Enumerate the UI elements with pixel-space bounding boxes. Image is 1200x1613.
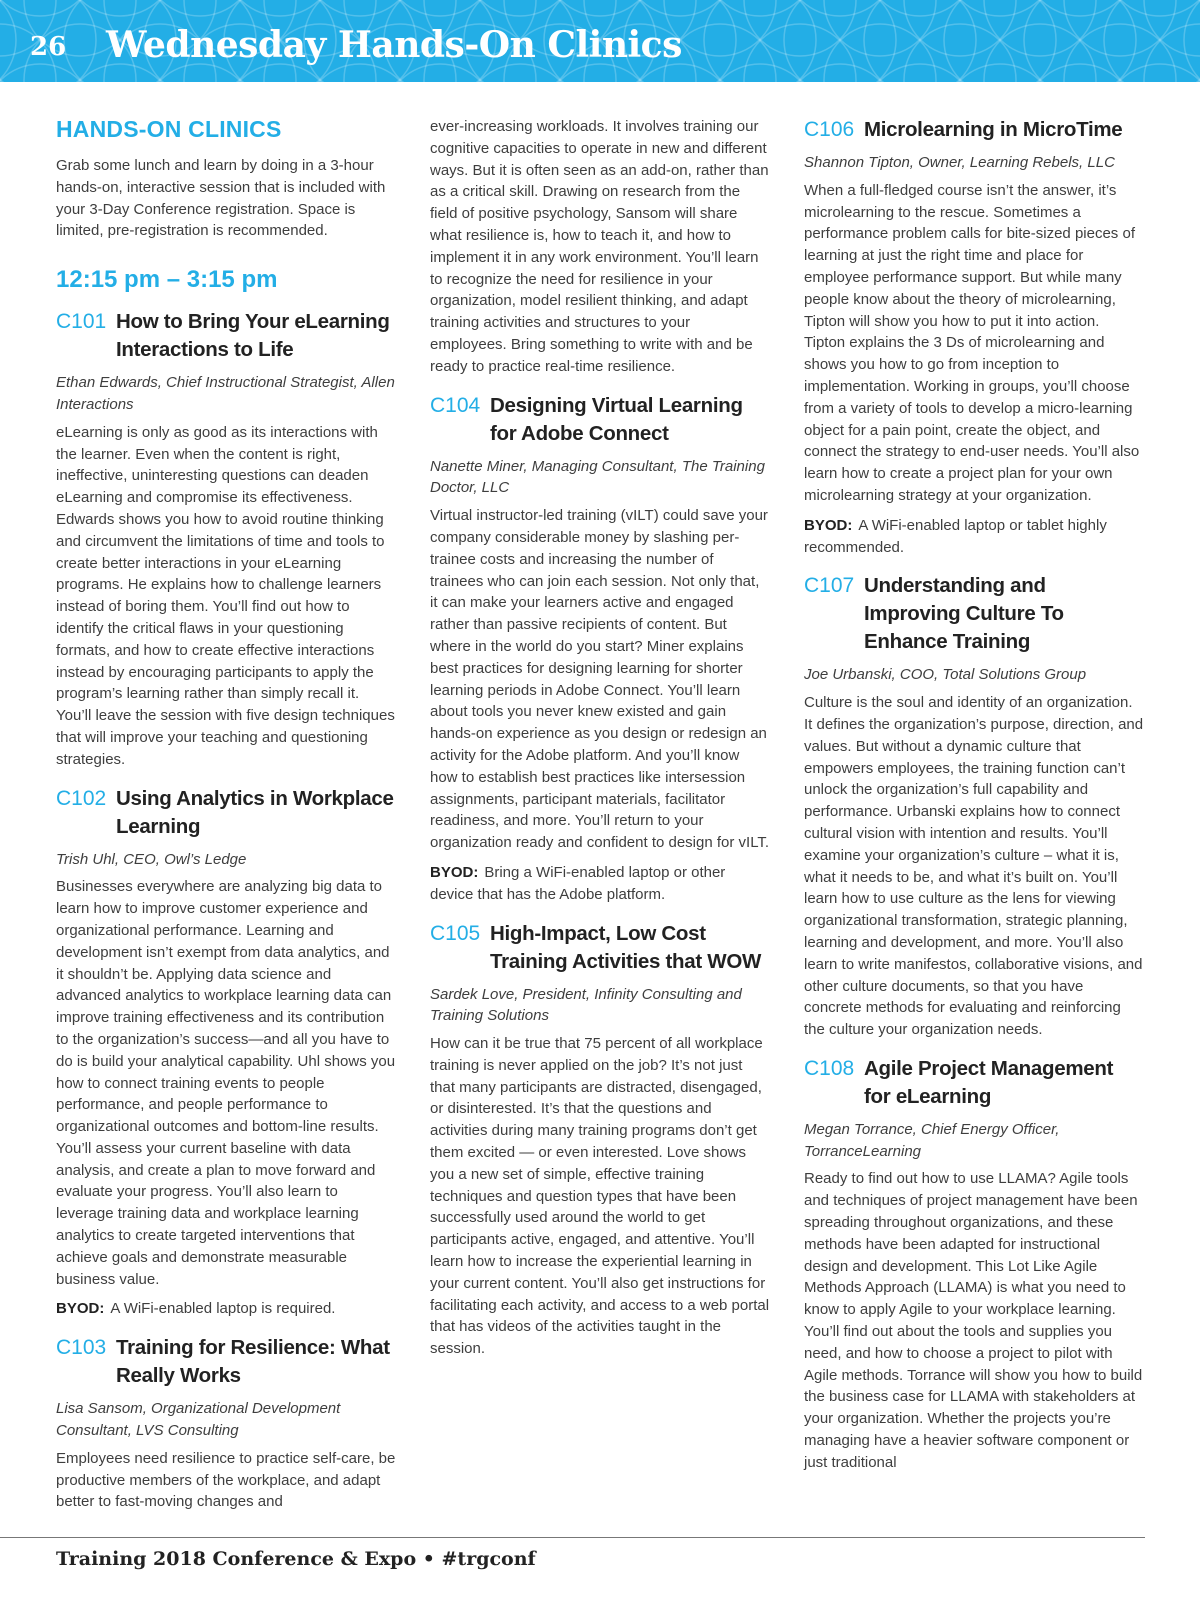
session-presenter: Joe Urbanski, COO, Total Solutions Group [804, 666, 1087, 684]
session-c107 [804, 572, 1144, 1041]
session-c103 [56, 1334, 396, 1513]
column-2 [430, 116, 770, 1368]
session-code: C101 [56, 310, 107, 334]
session-description: Businesses everywhere are analyzing big data to learn how to improve customer experience and organizational performance. Learning and development isn’t exempt from data analytics, and it shouldn’t be. Applying data science and advanced analytics to workplace learning data can improve training effectiveness and its contribution to the organization’s success—and all you have to do is build your analytical capability. Uhl shows you how to connect training events to people performance, and people performance to organizational outcomes and bottom-line results. You’ll assess your current baseline with data analysis, and create a plan to move forward and evaluate your progress. You’ll also learn to leverage training data and workplace learning analytics to create targeted interventions that achieve goals and demonstrate measurable business value. [56, 878, 396, 1288]
intro-text: Grab some lunch and learn by doing in a 3-hour hands-on, interactive session that is included with your 3-Day Conference registration. Space is limited, pre-registration is recommended. [56, 157, 386, 240]
session-c102 [56, 785, 396, 1321]
byod-label: BYOD: [430, 863, 479, 881]
session-title: Designing Virtual Learning for Adobe Connect [490, 393, 743, 445]
session-header [56, 308, 396, 364]
session-header [56, 785, 396, 841]
session-code: C102 [56, 786, 107, 810]
time-slot-heading: 12:15 pm – 3:15 pm [56, 266, 278, 294]
session-presenter: Ethan Edwards, Chief Instructional Strategist, Allen Interactions [56, 374, 395, 413]
session-title: Using Analytics in Workplace Learning [116, 786, 394, 838]
session-header [804, 1055, 1144, 1111]
column-3 [804, 116, 1144, 1482]
session-presenter: Nanette Miner, Managing Consultant, The Training Doctor, LLC [430, 457, 765, 497]
session-code: C105 [430, 921, 481, 945]
session-header [804, 116, 1144, 144]
section-heading: HANDS-ON CLINICS [56, 116, 282, 142]
byod-text: A WiFi-enabled laptop is required. [110, 1300, 336, 1318]
session-title: Training for Resilience: What Really Works [116, 1336, 390, 1388]
session-presenter: Sardek Love, President, Infinity Consulting and Training Solutions [430, 985, 742, 1025]
session-c105 [430, 920, 770, 1361]
session-description: Culture is the soul and identity of an organization. It defines the organization’s purpose, direction, and values. But without a dynamic culture that empowers employees, the training function can’t unlock the organization’s full capability and performance. Urbanski explains how to connect cultural vision with intention and results. You’ll examine your organization’s culture – what it is, what it needs to be, and what it’s built on. You’ll learn how to use culture as the lens for viewing organizational transformation, strategic planning, learning and development, and more. You’ll also learn to write manifestos, collaborative visions, and other culture documents, so that you have concrete methods for evaluating and reinforcing the culture your organization needs. [804, 694, 1144, 1039]
page-number: 26 [30, 32, 67, 62]
footer-text: Training 2018 Conference & Expo • #trgconf [56, 1548, 536, 1570]
session-presenter: Megan Torrance, Chief Energy Officer, TorranceLearning [804, 1120, 1060, 1160]
session-title: Microlearning in MicroTime [864, 118, 1123, 141]
session-description: Virtual instructor-led training (vILT) could save your company considerable money by slashing per-trainee costs and increasing the number of trainees who can join each session. Not only that, it can make your learners active and engaged rather than passive recipients of content. But where in the world do you start? Miner explains best practices for designing learning for shorter learning periods in Adobe Connect. You’ll learn about tools you never knew existed and gain hands-on experience as you design or redesign an activity for the Adobe platform. And you’ll know how to establish best practices like intersession assignments, participant materials, facilitator readiness, and more. You’ll return to your organization ready and confident to design for vILT. [430, 507, 770, 852]
session-description: Employees need resilience to practice self-care, be productive members of the workplace, and adapt better to fast-moving changes and [56, 1449, 396, 1511]
session-c101 [56, 308, 396, 770]
session-description: When a full-fledged course isn’t the answer, it’s microlearning to the rescue. Sometimes a performance problem calls for bite-sized pieces of learning at just the right time and place for employee performance support. But while many people know about the theory of microlearning, Tipton will show you how to put it into action. Tipton explains the 3 Ds of microlearning and shows you how to go from inception to implementation. Working in groups, you’ll choose from a variety of tools to develop a micro-learning object for a pain point, create the object, and connect the strategy to end-user needs. You’ll also learn how to create a project plan for your own microlearning strategy at your organization. [804, 181, 1140, 504]
session-presenter: Lisa Sansom, Organizational Development Consultant, LVS Consulting [56, 1400, 341, 1440]
session-code: C108 [804, 1056, 855, 1080]
session-title: Agile Project Management for eLearning [864, 1056, 1114, 1108]
session-c104 [430, 392, 770, 906]
session-byod [56, 1298, 396, 1320]
session-byod [804, 515, 1144, 559]
header-banner [0, 0, 1200, 82]
session-code: C106 [804, 118, 855, 141]
session-title: How to Bring Your eLearning Interactions to Life [116, 310, 390, 362]
session-c108 [804, 1055, 1144, 1474]
session-header [804, 572, 1144, 656]
byod-text: A WiFi-enabled laptop or tablet highly recommended. [804, 516, 1107, 556]
session-header [430, 392, 770, 448]
session-description: How can it be true that 75 percent of all workplace training is never applied on the job? It’s not just that many participants are distracted, disengaged, or disinterested. It’s that the questions and activities during many training programs don’t get them excited — or even interested. Love shows you a new set of simple, effective training techniques and question types that have been successfully used around the world to get participants active, engaged, and attentive. You’ll learn how to increase the experiential learning in your current content. You’ll also get instructions for facilitating each activity, and access to a web portal that has videos of the activities taught in the session. [430, 1035, 770, 1358]
session-description: eLearning is only as good as its interactions with the learner. Even when the content is right, ineffective, uninteresting questions can deaden eLearning and compromise its effectiveness. Edwards shows you how to avoid routine thinking and circumvent the limitations of time and tools to create better interactions in your eLearning programs. He explains how to challenge learners instead of boring them. You’ll find out how to identify the critical flaws in your questioning formats, and how to create effective interactions instead by encouraging participants to apply the program’s learning rather than simply recall it. You’ll leave the session with five design techniques that will improve your teaching and questioning strategies. [56, 423, 395, 768]
session-presenter: Shannon Tipton, Owner, Learning Rebels, LLC [804, 154, 1115, 171]
session-presenter: Trish Uhl, CEO, Owl’s Ledge [56, 850, 247, 868]
session-code: C103 [56, 1336, 107, 1360]
byod-label: BYOD: [804, 516, 853, 534]
session-code: C107 [804, 574, 855, 598]
session-byod [430, 862, 770, 906]
page-title: Wednesday Hands-On Clinics [106, 24, 682, 66]
session-description-continued: ever-increasing workloads. It involves training our cognitive capacities to operate in new and different ways. But it is often seen as an add-on, rather than as a critical skill. Drawing on research from the field of positive psychology, Sansom will share what resilience is, how to teach it, and how to implement it in any work environment. You’ll learn to recognize the need for resilience in your organization, model resilient thinking, and adapt training activities and structures to your employees. Bring something to write with and be ready to practice real-time resilience. [430, 118, 769, 375]
session-description: Ready to find out how to use LLAMA? Agile tools and techniques of project management have been spreading throughout organizations, and these methods have been adapted for instructional design and development. This Lot Like Agile Methods Approach (LLAMA) is what you need to know to apply Agile to your workplace learning. You’ll find out about the tools and supplies you need, and how to choose a project to pilot with Agile methods. Torrance will show you how to build the business case for LLAMA with stakeholders at your organization. Whether the projects you’re managing have a heavier software component or just traditional [804, 1170, 1143, 1471]
session-header [56, 1334, 396, 1390]
session-c106 [804, 116, 1144, 558]
byod-text: Bring a WiFi-enabled laptop or other device that has the Adobe platform. [430, 863, 726, 903]
byod-label: BYOD: [56, 1300, 105, 1318]
footer-divider [0, 1537, 1145, 1538]
column-1 [56, 116, 396, 1521]
session-code: C104 [430, 393, 481, 417]
session-title: High-Impact, Low Cost Training Activities that WOW [490, 921, 762, 973]
session-header [430, 920, 770, 976]
session-title: Understanding and Improving Culture To Enhance Training [864, 574, 1064, 654]
